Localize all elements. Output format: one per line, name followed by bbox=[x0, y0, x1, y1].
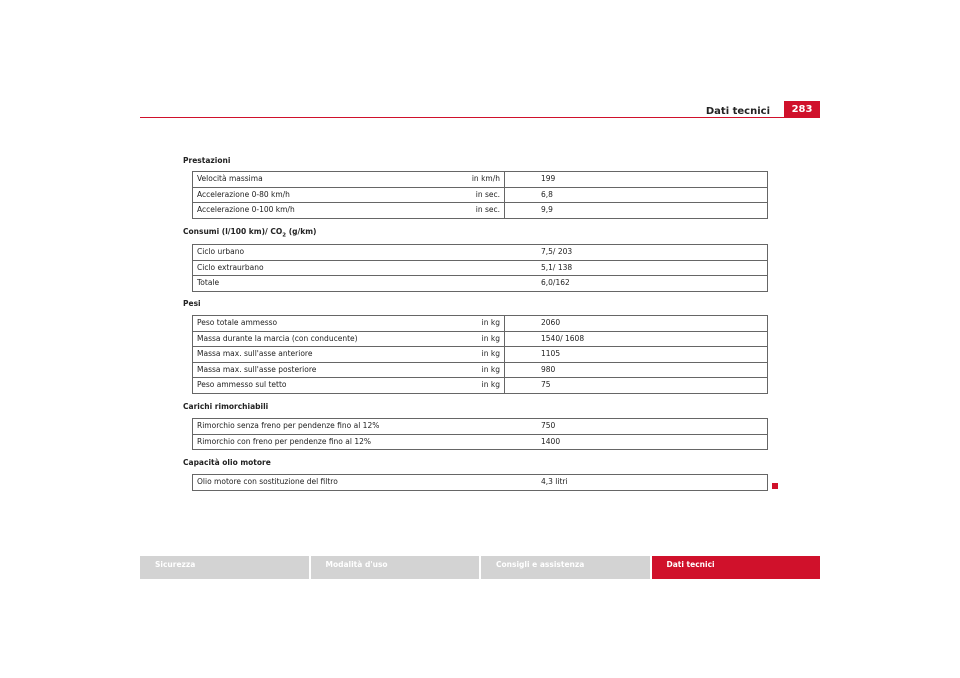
row-unit: in kg bbox=[426, 378, 505, 394]
row-value: 199 bbox=[505, 172, 768, 188]
table-row bbox=[193, 187, 768, 203]
footer-tab-sicurezza[interactable]: Sicurezza bbox=[140, 556, 309, 579]
heading-text: (g/km) bbox=[286, 227, 317, 236]
row-value: 1105 bbox=[505, 347, 768, 363]
page-number: 283 bbox=[784, 101, 820, 118]
row-label: Massa max. sull'asse anteriore bbox=[193, 347, 427, 363]
row-value: 7,5/ 203 bbox=[505, 245, 768, 261]
row-label: Peso ammesso sul tetto bbox=[193, 378, 427, 394]
footer-nav bbox=[140, 556, 820, 579]
row-value: 750 bbox=[505, 419, 768, 435]
header-title: Dati tecnici bbox=[705, 106, 770, 117]
table-row bbox=[193, 276, 768, 292]
row-value: 6,0/162 bbox=[505, 276, 768, 292]
table-row bbox=[193, 362, 768, 378]
footer-tab-dati-tecnici[interactable]: Dati tecnici bbox=[652, 556, 821, 579]
row-label: Accelerazione 0-100 km/h bbox=[193, 203, 427, 219]
row-label: Massa durante la marcia (con conducente) bbox=[193, 331, 427, 347]
row-label: Velocità massima bbox=[193, 172, 427, 188]
table-row bbox=[193, 419, 768, 435]
row-label: Olio motore con sostituzione del filtro bbox=[193, 475, 506, 491]
table-carichi bbox=[192, 418, 768, 450]
section-heading-carichi: Carichi rimorchiabili bbox=[183, 402, 269, 411]
section-heading-olio: Capacità olio motore bbox=[183, 458, 271, 467]
table-row bbox=[193, 347, 768, 363]
table-row bbox=[193, 203, 768, 219]
table-pesi bbox=[192, 315, 768, 394]
section-heading-consumi bbox=[183, 227, 316, 239]
row-unit: in kg bbox=[426, 362, 505, 378]
row-unit: in kg bbox=[426, 347, 505, 363]
section-end-marker bbox=[772, 483, 778, 489]
row-label: Rimorchio con freno per pendenze fino al 12% bbox=[193, 434, 506, 450]
row-value: 1400 bbox=[505, 434, 768, 450]
footer-tab-modalita-uso[interactable]: Modalità d'uso bbox=[311, 556, 480, 579]
row-value: 75 bbox=[505, 378, 768, 394]
row-unit: in km/h bbox=[426, 172, 505, 188]
row-label: Totale bbox=[193, 276, 506, 292]
heading-subscript: 2 bbox=[282, 232, 287, 239]
row-value: 1540/ 1608 bbox=[505, 331, 768, 347]
row-unit: in kg bbox=[426, 316, 505, 332]
row-value: 980 bbox=[505, 362, 768, 378]
header-rule bbox=[140, 117, 820, 118]
row-value: 2060 bbox=[505, 316, 768, 332]
row-label: Ciclo extraurbano bbox=[193, 260, 506, 276]
table-row bbox=[193, 260, 768, 276]
table-olio bbox=[192, 474, 768, 491]
table-row bbox=[193, 172, 768, 188]
table-consumi bbox=[192, 244, 768, 292]
table-row bbox=[193, 316, 768, 332]
row-value: 4,3 litri bbox=[505, 475, 768, 491]
row-label: Accelerazione 0-80 km/h bbox=[193, 187, 427, 203]
row-value: 9,9 bbox=[505, 203, 768, 219]
table-row bbox=[193, 475, 768, 491]
row-label: Rimorchio senza freno per pendenze fino al 12% bbox=[193, 419, 506, 435]
heading-text: Consumi (l/100 km)/ CO bbox=[183, 227, 283, 236]
row-label: Peso totale ammesso bbox=[193, 316, 427, 332]
row-unit: in kg bbox=[426, 331, 505, 347]
section-heading-prestazioni: Prestazioni bbox=[183, 156, 231, 165]
row-value: 6,8 bbox=[505, 187, 768, 203]
row-label: Ciclo urbano bbox=[193, 245, 506, 261]
table-row bbox=[193, 245, 768, 261]
section-heading-pesi: Pesi bbox=[183, 299, 201, 308]
table-row bbox=[193, 378, 768, 394]
row-value: 5,1/ 138 bbox=[505, 260, 768, 276]
footer-tab-consigli-assistenza[interactable]: Consigli e assistenza bbox=[481, 556, 650, 579]
table-prestazioni bbox=[192, 171, 768, 219]
row-unit: in sec. bbox=[426, 187, 505, 203]
row-label: Massa max. sull'asse posteriore bbox=[193, 362, 427, 378]
table-row bbox=[193, 331, 768, 347]
table-row bbox=[193, 434, 768, 450]
row-unit: in sec. bbox=[426, 203, 505, 219]
